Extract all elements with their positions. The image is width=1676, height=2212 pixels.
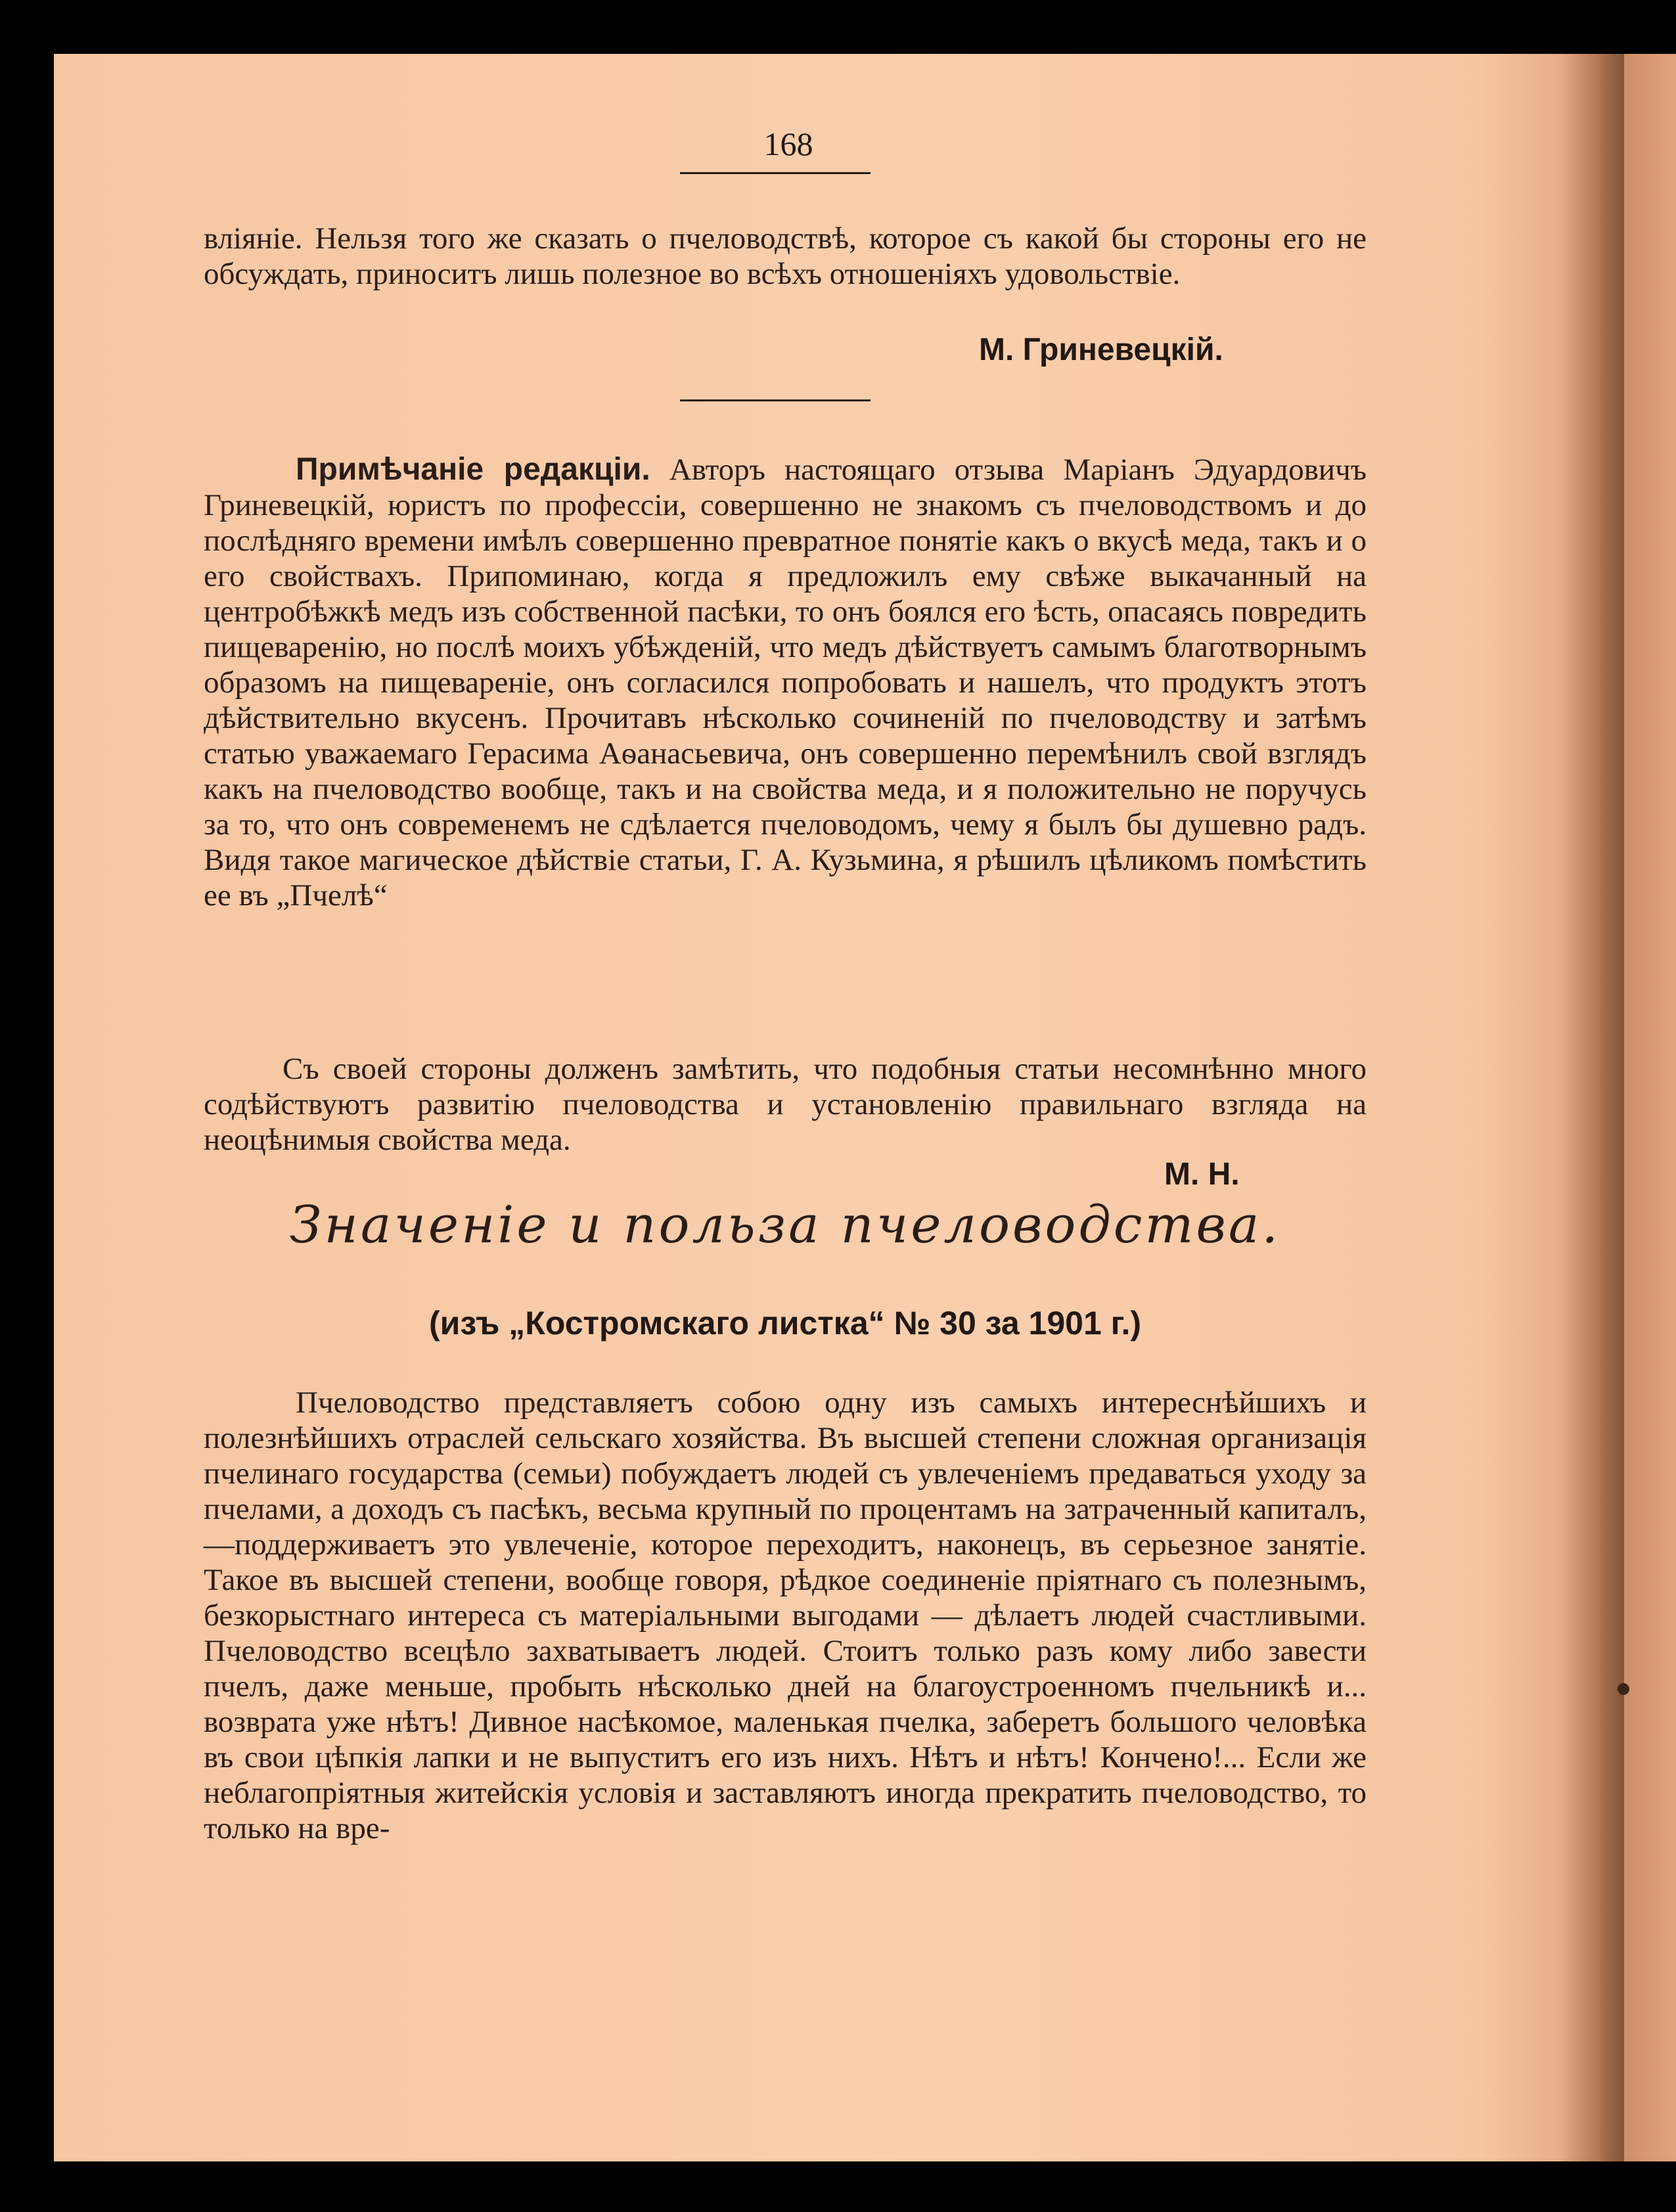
- editorial-note-second-paragraph-text: Съ своей стороны долженъ замѣтить, что подобныя статьи несомнѣнно много содѣйствуютъ развитію пчеловодства и установленію правильнаго взгляда на неоцѣнимыя свойства меда.: [204, 1052, 1367, 1157]
- page-number: 168: [763, 125, 813, 162]
- page-number-rule: [680, 172, 871, 174]
- ink-spot: [1618, 1683, 1629, 1695]
- article-title: Значеніе и польза пчеловодства.: [289, 1196, 1281, 1255]
- section-divider: [680, 399, 871, 401]
- opening-paragraph: вліяніе. Нельзя того же сказать о пчеловодствѣ, которое съ какой бы стороны его не обсуждать, приноситъ лишь полезное во всѣхъ отношеніяхъ удовольствіе.: [204, 221, 1367, 291]
- article-subtitle: (изъ „Костромскаго листка“ № 30 за 1901 г.): [428, 1305, 1142, 1342]
- page-gutter-shadow: [1558, 54, 1624, 2161]
- article-body: [204, 1385, 1367, 1846]
- article-body-text: Пчеловодство представляетъ собою одну изъ самыхъ интереснѣйшихъ и полезнѣйшихъ отраслей сельскаго хозяйства. Въ высшей степени сложная организація пчелинаго государства (семьи) побуждаетъ людей съ увлеченіемъ предаваться уходу за пчелами, а доходъ съ пасѣкъ, весьма крупный по процентамъ на затраченный капиталъ,—поддерживаетъ это увлеченіе, которое переходитъ, наконецъ, въ серьезное занятіе. Такое въ высшей степени, вообще говоря, рѣдкое соединеніе пріятнаго съ полезнымъ, безкорыстнаго интереса съ матеріальными выгодами — дѣлаетъ людей счастливыми. Пчеловодство всецѣло захватываетъ людей. Стоитъ только разъ кому либо завести пчелъ, даже меньше, пробыть нѣсколько дней на благоустроенномъ пчельникѣ и... возврата уже нѣтъ! Дивное насѣкомое, маленькая пчелка, заберетъ большого человѣка въ свои цѣпкія лапки и не выпуститъ его изъ нихъ. Нѣтъ и нѣтъ! Кончено!... Если же неблагопріятныя житейскія условія и заставляютъ иногда прекратить пчеловодство, то только на вре-: [204, 1386, 1367, 1845]
- editorial-note: [204, 452, 1367, 913]
- editorial-signature: М. Н.: [1164, 1157, 1240, 1192]
- editorial-note-second-paragraph: [204, 1051, 1367, 1158]
- opening-signature: М. Гриневецкій.: [979, 332, 1223, 367]
- editorial-note-body: Авторъ настоящаго отзыва Маріанъ Эдуардовичъ Гриневецкій, юристъ по профессіи, совершенно не знакомъ съ пчеловодствомъ и до послѣдняго времени имѣлъ совершенно превратное понятіе какъ о вкусѣ меда, такъ и о его свойствахъ. Припоминаю, когда я предложилъ ему свѣже выкачанный на центробѣжкѣ медъ изъ собственной пасѣки, то онъ боялся его ѣсть, опасаясь повредить пищеваренію, но послѣ моихъ убѣжденій, что медъ дѣйствуетъ самымъ благотворнымъ образомъ на пищевареніе, онъ согласился попробовать и нашелъ, что продуктъ этотъ дѣйствительно вкусенъ. Прочитавъ нѣсколько сочиненій по пчеловодству и затѣмъ статью уважаемаго Герасима Аѳанасьевича, онъ совершенно перемѣнилъ свой взглядъ какъ на пчеловодство вообще, такъ и на свойства меда, и я положительно не поручусь за то, что онъ современемъ не сдѣлается пчеловодомъ, чему я былъ бы душевно радъ. Видя такое магическое дѣйствіе статьи, Г. А. Кузьмина, я рѣшилъ цѣликомъ помѣстить ее въ „Пчелѣ“: [204, 453, 1367, 913]
- editorial-note-lead: Примѣчаніе редакціи.: [296, 452, 650, 487]
